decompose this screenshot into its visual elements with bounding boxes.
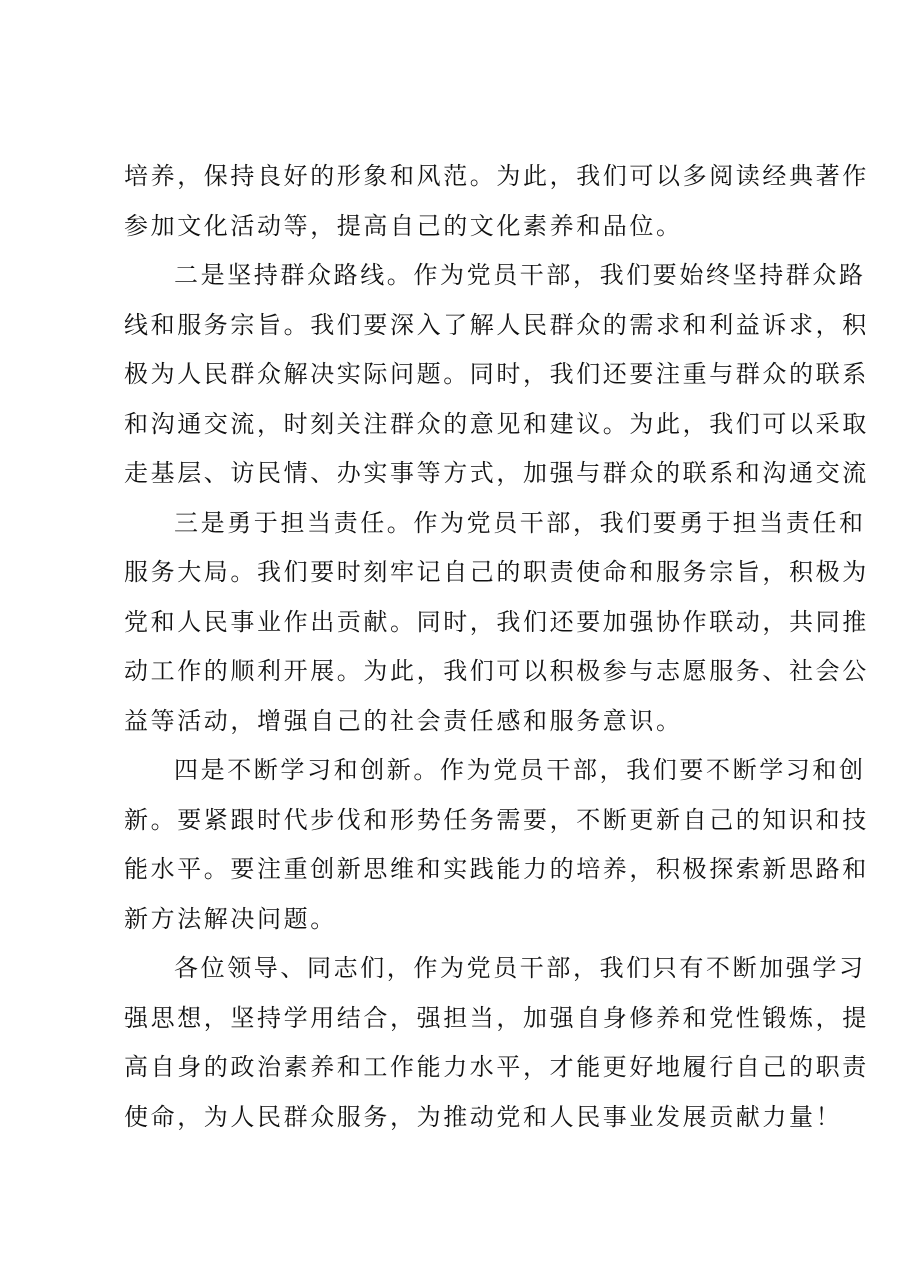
paragraph-line: 三是勇于担当责任。作为党员干部，我们要勇于担当责任和 <box>174 508 866 537</box>
paragraph-line: 服务大局。我们要时刻牢记自己的职责使命和服务宗旨，积极为 <box>124 558 869 586</box>
paragraph-line: 能水平。要注重创新思维和实践能力的培养，积极探索新思路和 <box>124 855 869 883</box>
paragraph-line: 走基层、访民情、办实事等方式，加强与群众的联系和沟通交流 <box>124 459 869 487</box>
paragraph-line: 新。要紧跟时代步伐和形势任务需要，不断更新自己的知识和技 <box>124 805 869 834</box>
paragraph-learning-innovation <box>124 746 869 944</box>
paragraph-line: 动工作的顺利开展。为此，我们可以积极参与志愿服务、社会公 <box>124 657 869 685</box>
paragraph-line: 各位领导、同志们，作为党员干部，我们只有不断加强学习 <box>174 954 866 982</box>
paragraph-line: 线和服务宗旨。我们要深入了解人民群众的需求和利益诉求，积 <box>124 310 869 339</box>
paragraph-line: 参加文化活动等，提高自己的文化素养和品位。 <box>124 211 683 240</box>
paragraph-cultural-cultivation <box>124 152 869 251</box>
paragraph-line: 益等活动，增强自己的社会责任感和服务意识。 <box>124 706 683 735</box>
paragraph-line: 高自身的政治素养和工作能力水平，才能更好地履行自己的职责 <box>124 1053 869 1081</box>
paragraph-line: 四是不断学习和创新。作为党员干部，我们要不断学习和创 <box>174 756 866 784</box>
paragraph-line: 党和人民事业作出贡献。同时，我们还要加强协作联动，共同推 <box>124 607 869 636</box>
paragraph-line: 使命，为人民群众服务，为推动党和人民事业发展贡献力量！ <box>124 1102 843 1131</box>
paragraph-responsibility <box>124 499 869 747</box>
paragraph-line: 新方法解决问题。 <box>124 904 337 933</box>
paragraph-line: 二是坚持群众路线。作为党员干部，我们要始终坚持群众路 <box>174 261 866 289</box>
paragraph-closing <box>124 944 869 1142</box>
paragraph-line: 培养，保持良好的形象和风范。为此，我们可以多阅读经典著作 <box>124 162 869 190</box>
paragraph-line: 强思想，坚持学用结合，强担当，加强自身修养和党性锻炼，提 <box>124 1003 869 1032</box>
paragraph-line: 和沟通交流，时刻关注群众的意见和建议。为此，我们可以采取 <box>124 409 869 438</box>
paragraph-line: 极为人民群众解决实际问题。同时，我们还要注重与群众的联系 <box>124 360 869 388</box>
document-body <box>124 152 869 1142</box>
paragraph-mass-line <box>124 251 869 499</box>
